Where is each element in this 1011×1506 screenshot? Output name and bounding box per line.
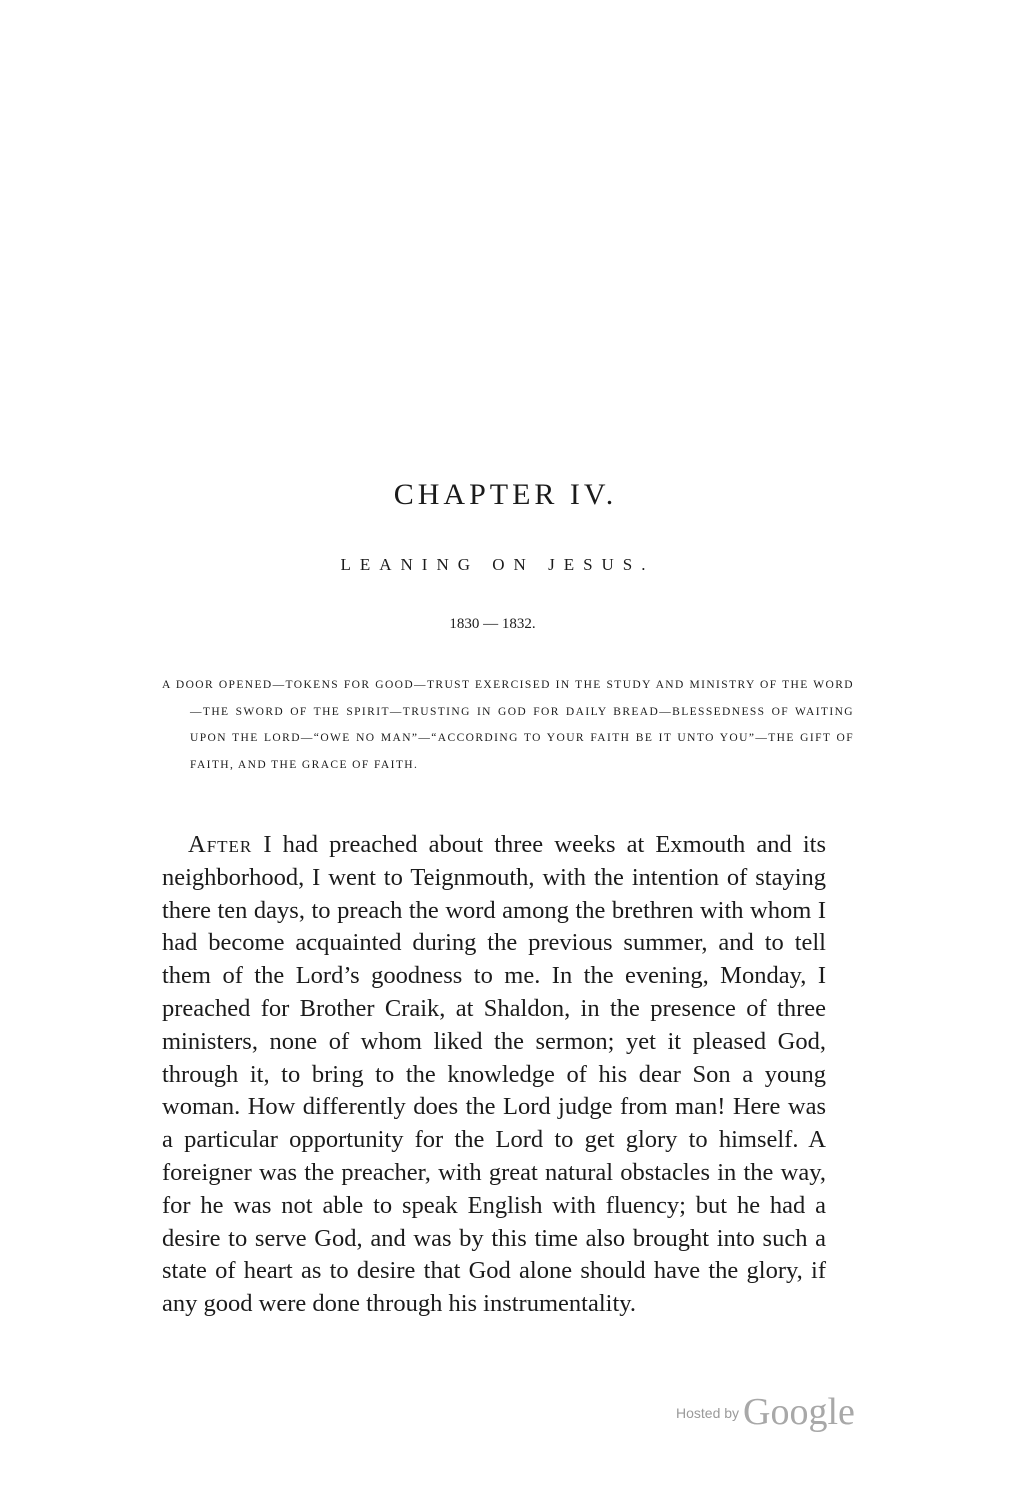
body-paragraph	[162, 829, 826, 1321]
hosted-by-google-watermark	[676, 1390, 855, 1434]
chapter-title: CHAPTER IV.	[393, 478, 618, 511]
chapter-synopsis: A DOOR OPENED—TOKENS FOR GOOD—TRUST EXERCISED IN THE STUDY AND MINISTRY OF THE WORD—THE SWORD OF THE SPIRIT—TRUSTING IN GOD FOR DAILY BREAD—BLESSEDNESS OF WAITING UPON THE LORD—“OWE NO MAN”—“ACCORDING TO YOUR FAITH BE IT UNTO YOU”—THE GIFT OF FAITH, AND THE GRACE OF FAITH.	[162, 679, 854, 771]
chapter-years: 1830 — 1832.	[449, 616, 536, 632]
chapter-subtitle: LEANING ON JESUS.	[340, 555, 655, 574]
opening-word: After	[188, 831, 253, 858]
hosted-by-label: Hosted by	[676, 1405, 740, 1421]
paragraph-text: I had preached about three weeks at Exmouth and its neighborhood, I went to Teignmouth, with the intention of staying there ten days, to preach the word among the brethren with whom I had become acquainted during the previous summer, and to tell them of the Lord’s goodness to me. In the evening, Monday, I preached for Brother Craik, at Shaldon, in the presence of three ministers, none of whom liked the sermon; yet it pleased God, through it, to bring to the knowledge of his dear Son a young woman. How differently does the Lord judge from man! Here was a particular opportunity for the Lord to get glory to himself. A foreigner was the preacher, with great natural obstacles in the way, for he was not able to speak English with fluency; but he had a desire to serve God, and was by this time also brought into such a state of heart as to desire that God alone should have the glory, if any good were done through his instrumentality.	[162, 831, 826, 1318]
google-logo: Google	[743, 1391, 855, 1433]
